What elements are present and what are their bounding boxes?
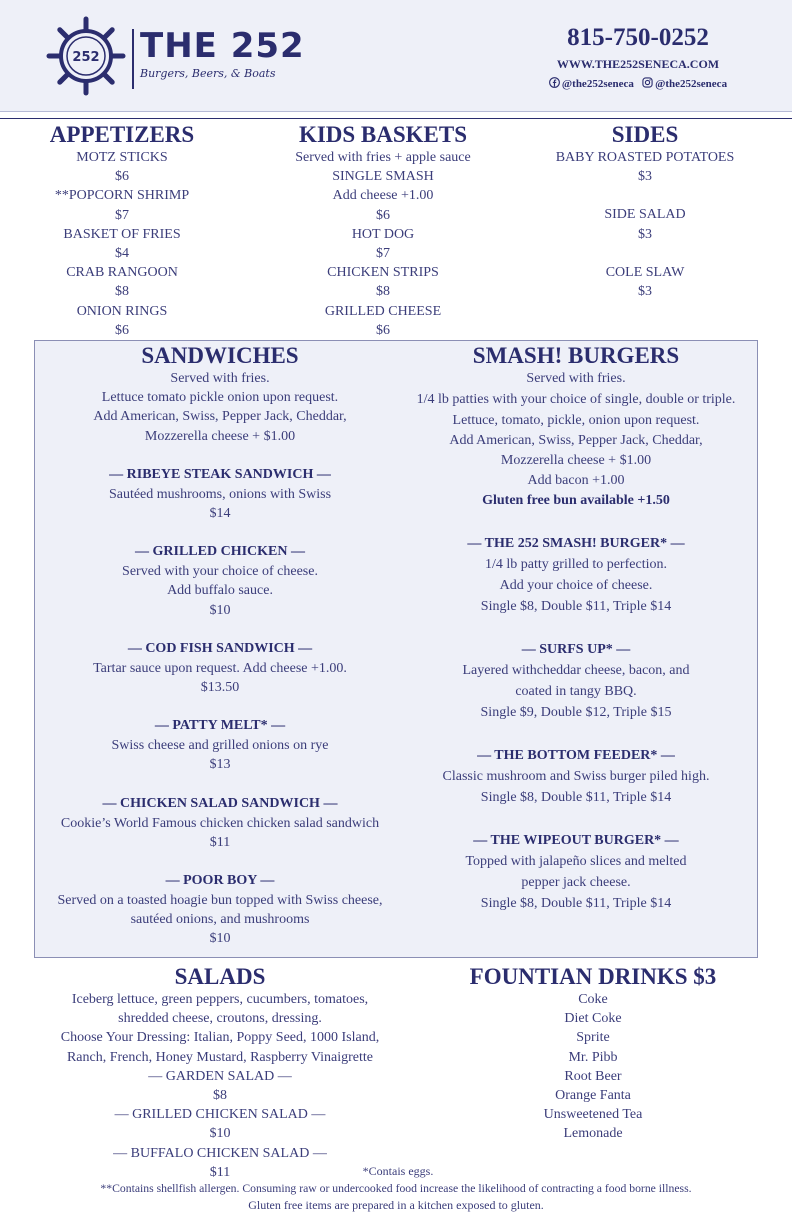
kids-baskets-title: KIDS BASKETS [298,122,468,147]
menu-item-name: BABY ROASTED POTATOES [555,150,735,165]
facebook-link[interactable] [549,78,637,90]
menu-item-price: $8 [376,284,390,300]
burgers-intro: 1/4 lb patties with your choice of single, double or triple. [416,391,736,407]
menu-item-name: — GRILLED CHICKEN — [135,544,305,560]
burgers-section [392,343,760,914]
menu-item-name: — SURFS UP* — [521,642,631,658]
menu-item-price: $10 [209,931,231,947]
burgers-intro: Served with fries. [526,371,626,386]
menu-item-price: $13.50 [200,680,240,696]
menu-item-desc: Cookie’s World Famous chicken chicken salad sandwich [60,815,380,831]
menu-item-name: SIDE SALAD [604,207,686,223]
header-rule [0,118,792,119]
menu-item-price: Single $8, Double $11, Triple $14 [480,599,672,615]
sandwiches-title: SANDWICHES [141,343,299,368]
menu-item-desc: coated in tangy BBQ. [515,684,637,700]
salads-intro: Iceberg lettuce, green peppers, cucumbers, tomatoes, [71,992,369,1007]
menu-item-name: CHICKEN STRIPS [327,265,439,281]
menu-item-name: — BUFFALO CHICKEN SALAD — [113,1145,327,1161]
menu-item-name: — CHICKEN SALAD SANDWICH — [102,795,338,811]
header-band [0,0,792,112]
shellfish-footnote: **Contains shellfish allergen. Consuming raw or undercooked food increase the likelihood of contracting a food borne illness. [100,1182,692,1195]
menu-item-name: ONION RINGS [76,303,168,319]
menu-item-price: $7 [115,207,129,223]
kids-note: Served with fries + apple sauce [295,150,471,165]
menu-item-name: — PATTY MELT* — [154,718,286,734]
menu-item-desc: Swiss cheese and grilled onions on rye [111,738,329,754]
sandwiches-intro: Add American, Swiss, Pepper Jack, Cheddar, [93,409,347,425]
menu-item-name: — THE BOTTOM FEEDER* — [477,748,675,764]
menu-item-desc: sautéed onions, and mushrooms [130,912,310,928]
menu-item-price: $7 [376,246,390,262]
menu-item-price: Single $9, Double $12, Triple $15 [480,705,672,721]
menu-item-price: $11 [209,1164,231,1180]
facebook-icon [549,77,560,88]
brand-name: THE 252 [140,26,305,66]
drink-item: Root Beer [564,1068,622,1084]
menu-item-name: — THE 252 SMASH! BURGER* — [467,536,685,552]
menu-item-name: HOT DOG [351,226,415,242]
sandwiches-intro: Served with fries. [170,371,270,386]
menu-item-desc: 1/4 lb patty grilled to perfection. [485,557,667,573]
menu-item-name: — GARDEN SALAD — [148,1068,292,1084]
menu-item-desc: Sautéed mushrooms, onions with Swiss [108,486,332,502]
menu-item-price: $3 [638,169,652,185]
salads-intro: Choose Your Dressing: Italian, Poppy Seed, 1000 Island, [60,1030,380,1046]
menu-item-extra: Add cheese +1.00 [332,188,434,204]
menu-item-name: — COD FISH SANDWICH — [127,640,313,656]
menu-item-desc: Served with your choice of cheese. [122,564,318,580]
burgers-intro: Mozzerella cheese + $1.00 [500,452,652,468]
brand-tagline: Burgers, Beers, & Boats [140,67,276,80]
menu-item-price: $4 [115,246,129,262]
menu-item-price: $6 [376,322,390,338]
instagram-handle: @the252seneca [655,78,728,90]
drink-item: Diet Coke [564,1011,622,1027]
instagram-link[interactable] [642,78,727,90]
drinks-section [450,964,736,1144]
drink-item: Orange Fanta [555,1088,631,1104]
menu-item-desc: Classic mushroom and Swiss burger piled high. [442,769,710,785]
menu-item-desc: Add your choice of cheese. [499,578,653,594]
menu-item-name: GRILLED CHEESE [324,303,442,319]
burgers-intro: Add American, Swiss, Pepper Jack, Cheddar, [449,433,703,449]
salads-title: SALADS [174,964,266,989]
menu-item-price: $8 [213,1088,227,1104]
menu-item-desc: pepper jack cheese. [521,875,631,891]
menu-item-price: $3 [638,226,652,242]
appetizers-section [22,122,222,340]
menu-item-name: COLE SLAW [605,264,685,280]
menu-item-price: $10 [209,1126,231,1142]
sandwiches-intro: Mozzerella cheese + $1.00 [144,428,296,444]
menu-item-price: $11 [209,834,231,850]
drink-item: Lemonade [563,1126,623,1142]
menu-item-price: $6 [115,169,129,185]
burgers-intro: Lettuce, tomato, pickle, onion upon request. [452,412,700,428]
sandwiches-section [34,343,406,949]
appetizers-title: APPETIZERS [49,122,195,147]
menu-item-name: SINGLE SMASH [332,169,434,185]
menu-item-name: MOTZ STICKS [76,150,168,165]
sides-section [530,122,760,301]
ship-wheel-icon [46,16,126,96]
menu-item-price: $13 [209,757,231,773]
phone-number[interactable]: 815-750-0252 [567,24,709,51]
gluten-free-note: Gluten free bun available +1.50 [482,493,670,509]
salads-intro: Ranch, French, Honey Mustard, Raspberry Vinaigrette [66,1049,374,1065]
menu-item-desc: Topped with jalapeño slices and melted [465,854,687,870]
menu-item-price: Single $8, Double $11, Triple $14 [480,790,672,806]
menu-item-name: — THE WIPEOUT BURGER* — [473,833,679,849]
burgers-title: SMASH! BURGERS [472,343,680,368]
salads-section [22,964,418,1182]
facebook-handle: @the252seneca [561,78,634,90]
menu-item-price: $6 [376,207,390,223]
menu-item-name: — POOR BOY — [165,873,275,889]
menu-item-name: BASKET OF FRIES [63,226,181,242]
menu-item-name: **POPCORN SHRIMP [54,188,190,204]
menu-item-name: — RIBEYE STEAK SANDWICH — [109,466,331,482]
kids-baskets-section [258,122,508,340]
burgers-intro: Add bacon +1.00 [527,472,625,488]
eggs-footnote: *Contais eggs. [362,1164,434,1178]
menu-item-name: CRAB RANGOON [66,265,178,281]
menu-item-price: $3 [638,284,652,300]
menu-item-price: $10 [209,602,231,618]
drink-item: Sprite [576,1030,610,1046]
menu-item-price: Single $8, Double $11, Triple $14 [480,896,672,912]
instagram-icon [642,77,653,88]
social-links [520,77,756,91]
logo-badge-text: 252 [72,50,100,65]
drink-item: Coke [578,992,608,1007]
brand-divider [132,29,134,89]
menu-item-name: — GRILLED CHICKEN SALAD — [114,1107,326,1123]
menu-item-price: $6 [115,322,129,338]
sides-title: SIDES [611,122,679,147]
sandwiches-intro: Lettuce tomato pickle onion upon request. [101,390,339,406]
drinks-title: FOUNTIAN DRINKS $3 [469,964,717,989]
menu-item-price: $8 [115,284,129,300]
brand-logo [46,16,305,96]
gluten-footnote: Gluten free items are prepared in a kitchen exposed to gluten. [248,1198,544,1212]
menu-item-desc: Tartar sauce upon request. Add cheese +1.00. [93,660,347,676]
menu-item-desc: Served on a toasted hoagie bun topped with Swiss cheese, [57,893,383,909]
drink-item: Unsweetened Tea [543,1107,643,1123]
salads-intro: shredded cheese, croutons, dressing. [118,1011,322,1027]
menu-item-desc: Layered withcheddar cheese, bacon, and [462,663,690,679]
menu-item-desc: Add buffalo sauce. [167,583,273,599]
drink-item: Mr. Pibb [568,1049,618,1065]
menu-item-price: $14 [209,506,231,522]
website-link[interactable]: WWW.THE252SENECA.COM [556,57,720,71]
